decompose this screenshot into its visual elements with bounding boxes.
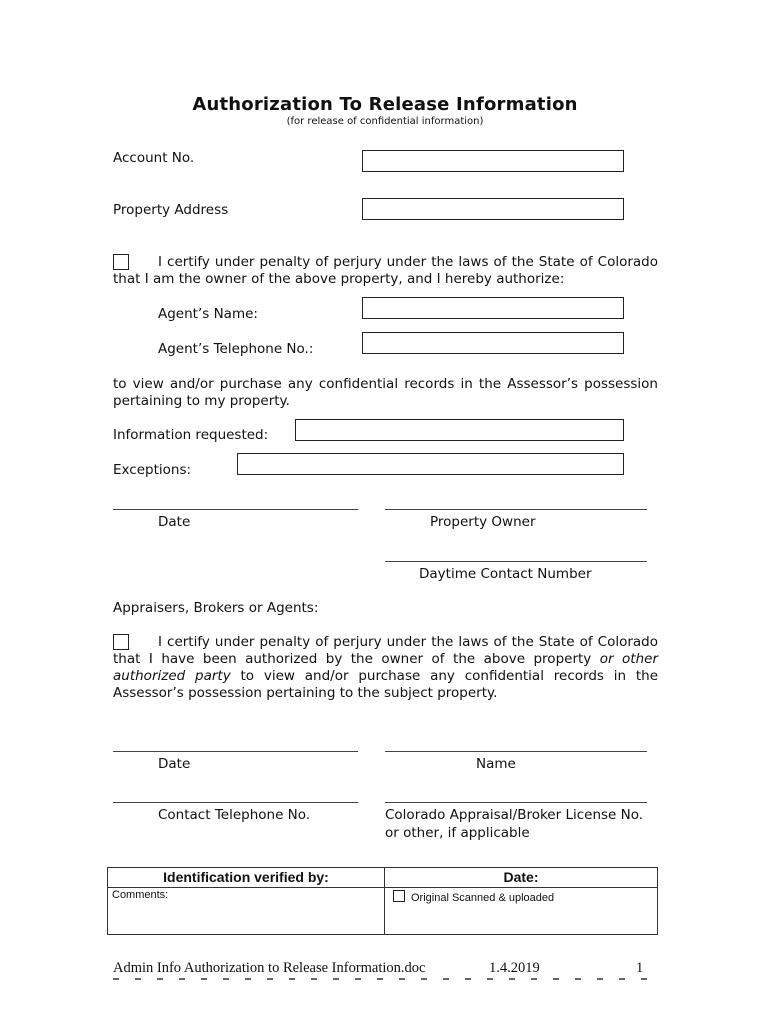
daytime-contact-label: Daytime Contact Number xyxy=(419,566,592,582)
owner-date-line[interactable] xyxy=(113,509,358,510)
contact-phone-label: Contact Telephone No. xyxy=(158,807,311,823)
exceptions-field[interactable] xyxy=(237,453,624,475)
footer-filename: Admin Info Authorization to Release Information.doc xyxy=(113,960,426,976)
agent-name-field[interactable] xyxy=(362,297,624,319)
agent-certify-lead: I certify under penalty of perjury under the laws of the State of xyxy=(158,634,593,650)
license-line[interactable] xyxy=(385,802,647,803)
owner-certify-lead: I certify under penalty of perjury under the laws of the State of xyxy=(158,254,593,270)
account-no-label: Account No. xyxy=(113,150,195,166)
info-requested-field[interactable] xyxy=(295,419,624,441)
agent-date-line[interactable] xyxy=(113,751,358,752)
view-records-text: to view and/or purchase any confidential records in the Assessor’s possession pertaining to my property. xyxy=(113,376,658,409)
agent-name-line[interactable] xyxy=(385,751,647,752)
scanned-label: Original Scanned & uploaded xyxy=(411,892,555,904)
info-requested-label: Information requested: xyxy=(113,427,269,443)
property-owner-label: Property Owner xyxy=(430,514,536,530)
document-subtitle: (for release of confidential information) xyxy=(286,116,484,127)
document-title: Authorization To Release Information xyxy=(192,94,578,115)
agents-heading: Appraisers, Brokers or Agents: xyxy=(113,600,319,616)
owner-certify-rest: Colorado that I am the owner of the above property, and I hereby authorize: xyxy=(113,254,658,287)
comments-cell[interactable] xyxy=(108,888,385,935)
agent-name-label: Agent’s Name: xyxy=(158,306,258,322)
scanned-checkbox[interactable] xyxy=(393,890,405,902)
contact-phone-line[interactable] xyxy=(113,802,358,803)
agent-phone-label: Agent’s Telephone No.: xyxy=(158,341,314,357)
agent-certify-part1: Colorado that I have been authorized by the owner of the above property xyxy=(113,634,658,667)
id-verified-header: Identification verified by: xyxy=(108,868,385,888)
date-header: Date: xyxy=(385,868,658,888)
agent-phone-field[interactable] xyxy=(362,332,624,354)
comments-label: Comments: xyxy=(112,889,169,901)
agent-certify-text xyxy=(113,634,658,702)
owner-certify-text xyxy=(113,254,658,288)
daytime-contact-line[interactable] xyxy=(385,561,647,562)
verification-table xyxy=(107,867,658,935)
footer-page-number: 1 xyxy=(636,960,644,976)
agent-certify-part2: to view and/or purchase any confidential records in the Assessor’s possession pertaining to the subject property. xyxy=(113,668,658,701)
license-label-sub: or other, if applicable xyxy=(385,825,530,841)
agent-certify-or: or xyxy=(599,651,614,667)
property-address-field[interactable] xyxy=(362,198,624,220)
agent-date-label: Date xyxy=(158,756,191,772)
agent-name-sig-label: Name xyxy=(476,756,516,772)
scanned-cell xyxy=(385,888,658,935)
license-label: Colorado Appraisal/Broker License No. xyxy=(385,807,644,823)
agent-certify-italic: other authorized party xyxy=(113,651,658,684)
owner-date-label: Date xyxy=(158,514,191,530)
footer-divider xyxy=(113,978,658,980)
footer-date: 1.4.2019 xyxy=(489,960,540,976)
exceptions-label: Exceptions: xyxy=(113,462,192,478)
account-no-field[interactable] xyxy=(362,150,624,172)
property-address-label: Property Address xyxy=(113,202,229,218)
owner-signature-line[interactable] xyxy=(385,509,647,510)
